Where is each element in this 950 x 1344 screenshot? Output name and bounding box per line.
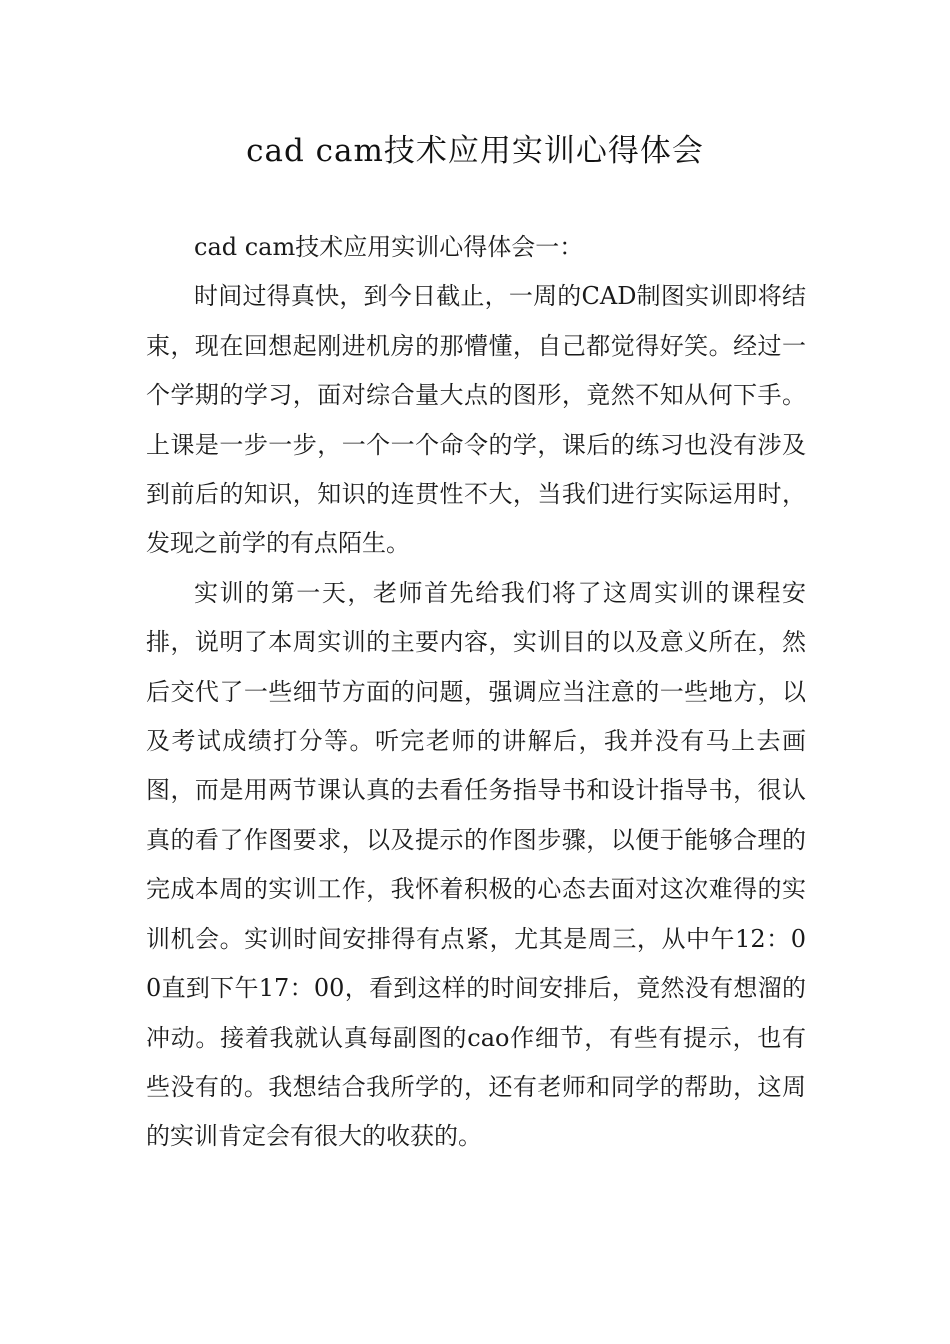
paragraph-intro: cad cam技术应用实训心得体会一： bbox=[194, 233, 584, 261]
document-title: cad cam技术应用实训心得体会 bbox=[246, 133, 704, 169]
paragraph-1: 时间过得真快，到今日截止，一周的CAD制图实训即将结束，现在回想起刚进机房的那懵懂，自己都觉得好笑。经过一个学期的学习，面对综合量大点的图形，竟然不知从何下手。上课是一步一步，一个一个命令的学，课后的练习也没有涉及到前后的知识，知识的连贯性不大，当我们进行实际运用时，发现之前学的有点陌生。 bbox=[146, 282, 806, 558]
document-body bbox=[146, 223, 806, 1162]
paragraph-2: 实训的第一天，老师首先给我们将了这周实训的课程安排，说明了本周实训的主要内容，实训目的以及意义所在，然后交代了一些细节方面的问题，强调应当注意的一些地方，以及考试成绩打分等。听完老师的讲解后，我并没有马上去画图，而是用两节课认真的去看任务指导书和设计指导书，很认真的看了作图要求，以及提示的作图步骤，以便于能够合理的完成本周的实训工作，我怀着积极的心态去面对这次难得的实训机会。实训时间安排得有点紧，尤其是周三，从中午12：00直到下午17：00，看到这样的时间安排后，竟然没有想溜的冲动。接着我就认真每副图的cao作细节，有些有提示，也有些没有的。我想结合我所学的，还有老师和同学的帮助，这周的实训肯定会有很大的收获的。 bbox=[146, 578, 806, 1151]
